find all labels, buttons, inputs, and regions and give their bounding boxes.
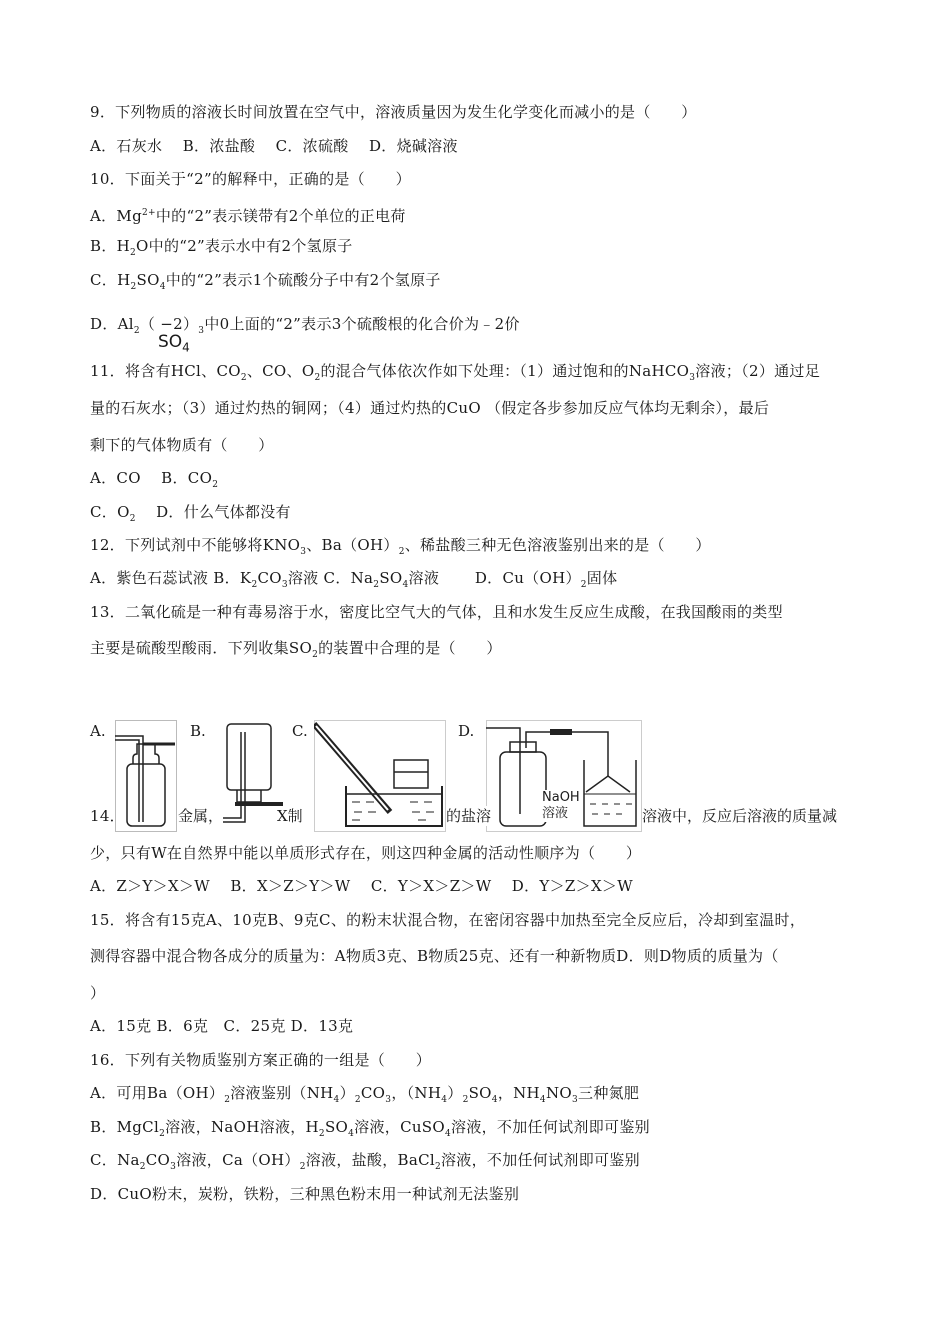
q15-line-1: 15．将含有15克A、10克B、9克C、的粉末状混合物，在密闭容器中加热至完全反应后，冷却到室温时，	[90, 911, 806, 929]
q10-option-d: D．$Al_2( -2)_3$中0上面的“2”表示3个硫酸根的化合价为﹣2价	[90, 315, 520, 336]
q16-option-c: C．$Na_2CO_3$溶液，$Ca(OH)_2$溶液，盐酸，BaCl$_2$溶液，不加任何试剂即可鉴别	[90, 1151, 640, 1172]
q12-options: A．紫色石蕊试液 B．$K_2CO_3$溶液 C．$Na_2SO_4$溶液 D．$Cu(OH)_2$固体	[90, 569, 618, 590]
q11-options-ab: A．CO B．$CO_2$	[90, 469, 219, 490]
q10-option-c: C．$H_2SO_4$中的“2”表示1个硫酸分子中有2个氢原子	[90, 271, 441, 292]
q16-stem: 16．下列有关物质鉴别方案正确的一组是（ ）	[90, 1051, 431, 1069]
q14-options: A．Z＞Y＞X＞W B．X＞Z＞Y＞W C．Y＞X＞Z＞W D．Y＞Z＞X＞W	[90, 877, 633, 895]
q12-stem: 12．下列试剂中不能够将$KNO_3$、$Ba(OH)_2$、稀盐酸三种无色溶液鉴别出来的是（ ）	[90, 536, 711, 557]
q11-options-cd: C．$O_2$ D．什么气体都没有	[90, 503, 291, 524]
figure-label-b: B.	[190, 722, 206, 740]
q14-fragment-3: 的盐溶	[446, 807, 492, 825]
apparatus-c-figure	[314, 720, 446, 832]
q11-line-1: 11．将含有HCl、$CO_2$、CO、$O_2$的混合气体依次作如下处理：（1）通过饱和的NaHCO$_3$溶液；（2）通过足	[90, 362, 821, 383]
q9-options: A．石灰水 B．浓盐酸 C．浓硫酸 D．烧碱溶液	[90, 137, 458, 155]
apparatus-b-figure	[213, 720, 283, 832]
q11-line-2: 量的石灰水；（3）通过灼热的铜网；（4）通过灼热的CuO （假定各步参加反应气体均无剩余），最后	[90, 399, 770, 417]
q10-option-b: B．$H_2O$中的“2”表示水中有2个氢原子	[90, 237, 353, 258]
q16-option-a: A．可用$Ba(OH)_2$溶液鉴别$(NH_4)_2CO_3$，$(NH_4)_2SO_4$，$NH_4NO_3$三种氮肥	[90, 1084, 640, 1105]
q9-stem: 9．下列物质的溶液长时间放置在空气中，溶液质量因为发生化学变化而减小的是（ ）	[90, 103, 697, 121]
figure-label-a: A.	[90, 722, 106, 740]
q10-stem: 10．下面关于“2”的解释中，正确的是（ ）	[90, 170, 411, 188]
q13-line-1: 13．二氧化硫是一种有毒易溶于水，密度比空气大的气体，且和水发生反应生成酸，在我国酸雨的类型	[90, 603, 783, 621]
naoh-label: NaOH 溶液	[542, 790, 580, 821]
q16-option-b: B．MgCl$_2$溶液，NaOH溶液，$H_2SO_4$溶液，CuSO$_4$溶液，不加任何试剂即可鉴别	[90, 1118, 650, 1139]
q10-option-a: A．$Mg^{2+}$中的“2”表示镁带有2个单位的正电荷	[90, 207, 406, 225]
sulfate-formula: $SO_4$	[158, 332, 190, 355]
figure-label-c: C.	[292, 722, 308, 740]
q14-fragment-1: 金属，	[178, 807, 224, 825]
q13-line-2: 主要是硫酸型酸雨．下列收集$SO_2$的装置中合理的是（ ）	[90, 639, 502, 660]
q14-fragment-4: 溶液中，反应后溶液的质量减	[642, 807, 838, 825]
q14-line-2: 少，只有W在自然界中能以单质形式存在，则这四种金属的活动性顺序为（ ）	[90, 844, 642, 862]
q14-line-1-start: 14．	[90, 807, 125, 825]
q15-line-3: ）	[90, 984, 106, 1002]
q14-fragment-2: X制	[277, 807, 303, 825]
figure-label-d: D.	[458, 722, 475, 740]
q11-line-3: 剩下的气体物质有（ ）	[90, 436, 274, 454]
q16-option-d: D．CuO粉末，炭粉，铁粉，三种黑色粉末用一种试剂无法鉴别	[90, 1185, 520, 1203]
q15-line-2: 测得容器中混合物各成分的质量为：A物质3克、B物质25克、还有一种新物质D．则D物质的质量为（	[90, 947, 779, 965]
q15-options: A．15克 B．6克 C．25克 D．13克	[90, 1017, 354, 1035]
